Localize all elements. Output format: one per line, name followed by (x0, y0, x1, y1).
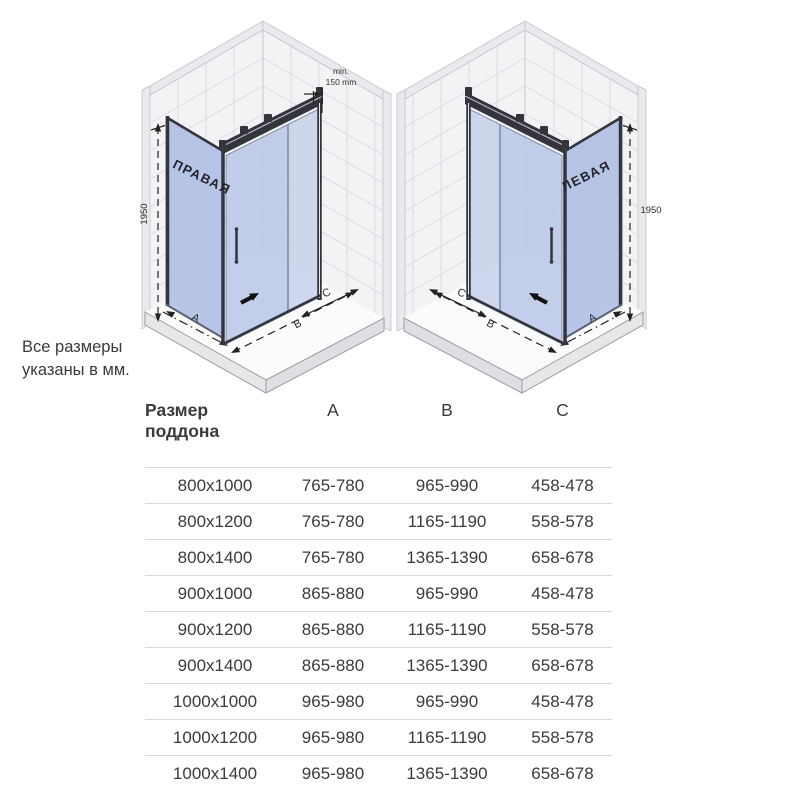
dimension-range-cell: 658-678 (531, 547, 594, 567)
table-row (145, 540, 612, 576)
dimension-range-cell: 558-578 (531, 727, 594, 747)
tray-size-cell: 1000x1200 (172, 727, 258, 747)
dimension-range-cell: 965-980 (301, 763, 365, 783)
dimension-range-cell: 658-678 (531, 655, 594, 675)
dimension-range-cell: 865-880 (301, 583, 365, 603)
tray-size-table (145, 400, 612, 791)
dimension-range-cell: 765-780 (301, 475, 365, 495)
dimension-range-cell: 458-478 (531, 475, 594, 495)
dimension-range-cell: 458-478 (531, 691, 594, 711)
dimension-b-label: B (484, 317, 497, 332)
dimensions-note-line2: указаны в мм. (22, 361, 130, 380)
dimension-a-label: A (586, 311, 599, 326)
height-dimension-label: 1950 (139, 203, 150, 225)
dimension-a-label: A (189, 311, 202, 326)
dimension-range-cell: 558-578 (531, 619, 594, 639)
tray-size-cell: 800x1000 (177, 475, 253, 495)
tray-size-table-body (145, 468, 612, 792)
table-row (145, 468, 612, 504)
dimension-range-cell: 1165-1190 (407, 727, 487, 747)
tray-size-cell: 900x1000 (177, 583, 253, 603)
dimensions-note-line1: Все размеры (22, 338, 123, 356)
dimension-range-cell: 558-578 (531, 511, 594, 531)
tray-size-cell: 1000x1000 (172, 691, 258, 711)
dimensions-note (22, 336, 130, 383)
tray-size-cell: 1000x1400 (172, 763, 258, 783)
dimension-range-cell: 965-990 (415, 583, 479, 603)
left-version-diagram (397, 21, 646, 393)
table-row (145, 612, 612, 648)
table-row (145, 648, 612, 684)
dimension-range-cell: 1165-1190 (407, 511, 487, 531)
panel-orientation-label-left-version: ЛЕВАЯ (559, 157, 614, 195)
dimension-range-cell: 965-980 (301, 691, 365, 711)
min-gap-note-line1: min. (332, 66, 350, 76)
dimension-range-cell: 1365-1390 (406, 655, 488, 675)
dimension-range-cell: 1365-1390 (406, 547, 488, 567)
dimension-range-cell: 658-678 (531, 763, 594, 783)
table-row (145, 576, 612, 612)
column-header-b: B (441, 400, 453, 420)
dimension-range-cell: 965-990 (415, 691, 479, 711)
tray-size-cell: 800x1400 (177, 547, 253, 567)
tray-size-column-header: Размер поддона (145, 400, 220, 441)
dimension-range-cell: 865-880 (301, 655, 365, 675)
table-row (145, 756, 612, 792)
dimension-range-cell: 765-780 (301, 547, 365, 567)
table-header-row (145, 400, 612, 468)
dimension-range-cell: 965-990 (415, 475, 479, 495)
panel-orientation-label-right-version: ПРАВАЯ (170, 156, 234, 198)
tray-size-cell: 800x1200 (177, 511, 253, 531)
dimension-range-cell: 1365-1390 (406, 763, 488, 783)
table-row (145, 684, 612, 720)
tray-size-cell: 900x1400 (177, 655, 253, 675)
column-header-a: A (327, 400, 339, 420)
dimension-c-label: C (320, 286, 333, 301)
dimension-range-cell: 965-980 (301, 727, 365, 747)
table-row (145, 720, 612, 756)
dimension-range-cell: 865-880 (301, 619, 365, 639)
min-gap-note-line2: 150 mm (325, 77, 357, 87)
height-dimension-label: 1950 (640, 205, 662, 216)
dimension-range-cell: 458-478 (531, 583, 594, 603)
column-header-c: C (556, 400, 569, 420)
dimension-c-label: C (455, 286, 468, 301)
tray-size-cell: 900x1200 (177, 619, 253, 639)
dimension-range-cell: 1165-1190 (407, 619, 487, 639)
dimension-b-label: B (291, 317, 304, 332)
table-row (145, 504, 612, 540)
dimension-range-cell: 765-780 (301, 511, 365, 531)
